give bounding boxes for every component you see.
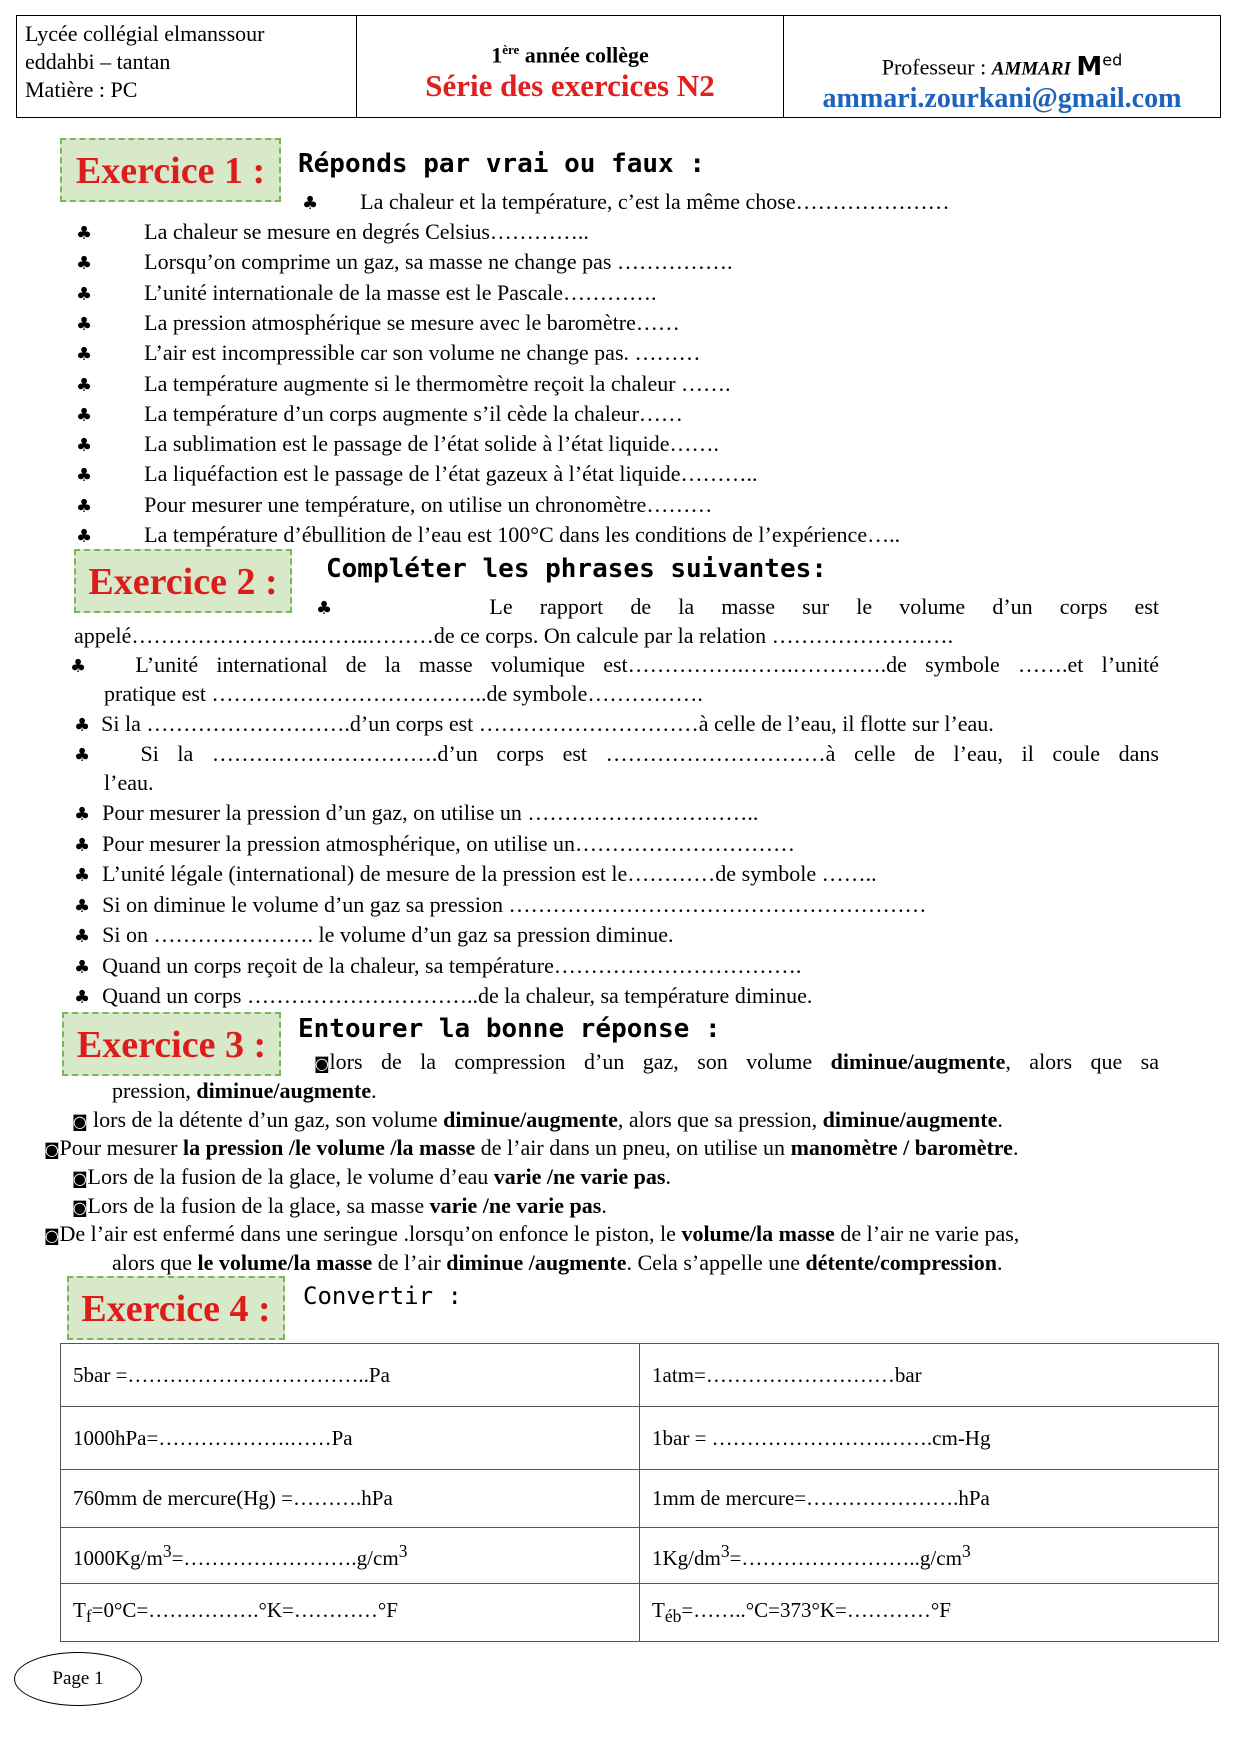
list-item: ◙Pour mesurer la pression /le volume /la masse de l’air dans un pneu, on utilise un manomètre / baromètre. (44, 1135, 1019, 1160)
table-row (61, 1344, 1219, 1407)
list-item: ♣ La chaleur se mesure en degrés Celsius………….. (76, 219, 589, 244)
club-icon: ♣ (70, 656, 99, 677)
club-icon: ♣ (316, 598, 354, 619)
club-icon: ♣ (76, 253, 93, 275)
list-item: ◙De l’air est enfermé dans une seringue .lorsqu’on enfonce le piston, le volume/la masse de l’air ne varie pas, (44, 1221, 1020, 1246)
list-item: ♣ Quand un corps …………………………..de la chaleur, sa température diminue. (74, 983, 813, 1008)
list-item: ♣ Pour mesurer une température, on utilise un chronomètre……… (76, 491, 713, 517)
teacher-name: Professeur : AMMARI $M^{ed}$ (881, 50, 1123, 82)
list-item: ♣ La température d’un corps augmente s’il cède la chaleur…… (76, 400, 683, 426)
school-city: eddahbi – tantan (25, 49, 171, 74)
club-icon: ♣ (302, 193, 319, 214)
list-item: ◙lors de la compression d’un gaz, son volume diminue/augmente, alors que sa (314, 1049, 1159, 1074)
list-item: ♣ L’unité internationale de la masse est le Pascale…………. (76, 279, 657, 305)
list-item: ♣ Lorsqu’on comprime un gaz, sa masse ne change pas ……………. (76, 249, 733, 275)
table-cell: $T_f=0^\circ C=\dots\dots\dots\dots\dots.^\circ K=\dots\dots\dots\dots^\circ F$ (61, 1584, 640, 1642)
exercise-4-instruction: Convertir : (303, 1282, 462, 1310)
table-cell: 1bar = …………………….…….cm-Hg (640, 1407, 1219, 1470)
table-row (61, 1407, 1219, 1470)
level: 1ère année collège (491, 42, 649, 68)
list-item-cont: pratique est ………………………………..de symbole……………. (104, 681, 703, 706)
list-item-cont: pression, diminue/augmente. (112, 1078, 377, 1103)
list-item: ♣ L’unité international de la masse volumique est…………….…….………….de symbole …….et l’unité (70, 652, 1160, 677)
list-item: ◙ lors de la détente d’un gaz, son volume diminue/augmente, alors que sa pression, diminue/augmente. (72, 1107, 1003, 1132)
club-icon: ♣ (76, 465, 93, 487)
square-bullet-icon: ◙ (314, 1054, 330, 1073)
club-icon: ♣ (76, 313, 93, 335)
table-cell: 1000hPa=……………….……Pa (61, 1407, 640, 1470)
list-item: ♣ La liquéfaction est le passage de l’état gazeux à l’état liquide……….. (76, 461, 758, 487)
list-item: ◙Lors de la fusion de la glace, sa masse varie /ne varie pas. (72, 1193, 607, 1218)
club-icon: ♣ (74, 926, 91, 947)
exercise-2-instruction: Compléter les phrases suivantes: (326, 554, 827, 584)
club-icon: ♣ (76, 495, 93, 517)
school-info (17, 16, 357, 117)
table-row (61, 1584, 1219, 1642)
club-icon: ♣ (76, 435, 93, 457)
list-item: ♣ Si on diminue le volume d’un gaz sa pression ………………………………………………… (74, 891, 927, 917)
square-bullet-icon: ◙ (44, 1140, 60, 1159)
list-item: ♣ La température augmente si le thermomètre reçoit la chaleur ……. (76, 370, 731, 396)
club-icon: ♣ (74, 834, 91, 856)
list-item: ♣ Si on …………………. le volume d’un gaz sa pression diminue. (74, 922, 674, 947)
club-icon: ♣ (74, 987, 91, 1008)
header-table (16, 15, 1221, 118)
table-cell: $1Kg/dm^3=\dots\dots\dots\dots\dots\dots\dots\dots..g/cm^3$ (640, 1528, 1219, 1584)
list-item-cont: alors que le volume/la masse de l’air diminue /augmente. Cela s’appelle une détente/compression. (112, 1250, 1003, 1275)
exercise-4-label: Exercice 4 : (67, 1276, 285, 1340)
exercise-3-instruction: Entourer la bonne réponse : (298, 1014, 721, 1044)
exercise-1-label: Exercice 1 : (60, 138, 281, 202)
table-row (61, 1528, 1219, 1584)
page-number: Page 1 (14, 1652, 142, 1706)
list-item: ♣ Si la ………………………….d’un corps est …………………………à celle de l’eau, il coule dans (74, 741, 1159, 766)
square-bullet-icon: ◙ (72, 1198, 88, 1217)
square-bullet-icon: ◙ (72, 1112, 88, 1131)
club-icon: ♣ (74, 865, 91, 886)
club-icon: ♣ (76, 283, 93, 305)
club-icon: ♣ (74, 745, 104, 766)
club-icon: ♣ (76, 223, 93, 244)
list-item: ♣ L’unité légale (international) de mesure de la pression est le…………de symbole …….. (74, 861, 877, 886)
club-icon: ♣ (74, 804, 91, 825)
square-bullet-icon: ◙ (72, 1169, 88, 1188)
list-item: ◙Lors de la fusion de la glace, le volume d’eau varie /ne varie pas. (72, 1164, 671, 1189)
table-cell: 1mm de mercure=………………….hPa (640, 1470, 1219, 1528)
exercise-1-instruction: Réponds par vrai ou faux : (298, 149, 705, 179)
series-title: Série des exercices N2 (425, 68, 715, 104)
club-icon: ♣ (74, 895, 91, 917)
list-item: ♣ Si la ……………………….d’un corps est …………………………à celle de l’eau, il flotte sur l’eau. (74, 711, 994, 736)
table-row (61, 1470, 1219, 1528)
table-cell: 5bar =……………………………..Pa (61, 1344, 640, 1407)
list-item: ♣ Pour mesurer la pression d’un gaz, on utilise un ………………………….. (74, 800, 759, 825)
club-icon: ♣ (76, 404, 93, 426)
table-cell: 760mm de mercure(Hg) =……….hPa (61, 1470, 640, 1528)
list-item: ♣ L’air est incompressible car son volume ne change pas. ……… (76, 340, 701, 366)
table-cell: $1000Kg/m^3=\dots\dots\dots\dots\dots\dots\dots\dots.g/cm^3$ (61, 1528, 640, 1584)
club-icon: ♣ (74, 956, 91, 978)
table-cell: $T_{éb}=\dots\dots..^\circ C=373^\circ K=\dots\dots\dots\dots^\circ F$ (640, 1584, 1219, 1642)
list-item: ♣ La pression atmosphérique se mesure avec le baromètre…… (76, 309, 680, 335)
club-icon: ♣ (76, 374, 93, 396)
list-item: ♣ Le rapport de la masse sur le volume d’un corps est (316, 594, 1159, 619)
title-cell (357, 16, 784, 117)
list-item: ♣ Quand un corps reçoit de la chaleur, sa température……………………………. (74, 952, 802, 978)
club-icon: ♣ (74, 715, 91, 736)
list-item-cont: appelé…………………….……..………de ce corps. On calcule par la relation ……………………. (74, 623, 954, 648)
school-name: Lycée collégial elmanssour (25, 21, 265, 46)
teacher-cell (784, 16, 1220, 117)
subject: Matière : PC (25, 77, 138, 102)
exercise-2-label: Exercice 2 : (74, 549, 292, 613)
club-icon: ♣ (76, 344, 93, 366)
list-item: ♣ La température d’ébullition de l’eau est 100°C dans les conditions de l’expérience….. (76, 522, 901, 547)
list-item: ♣ La chaleur et la température, c’est la même chose………………… (302, 189, 950, 214)
teacher-email: ammari.zourkani@gmail.com (822, 82, 1182, 114)
list-item: ♣ La sublimation est le passage de l’état solide à l’état liquide……. (76, 431, 720, 457)
conversion-table (60, 1343, 1219, 1642)
table-cell: 1atm=………………………bar (640, 1344, 1219, 1407)
exercise-3-label: Exercice 3 : (62, 1012, 281, 1076)
club-icon: ♣ (76, 526, 93, 547)
list-item-cont: l’eau. (104, 770, 154, 795)
list-item: ♣ Pour mesurer la pression atmosphérique, on utilise un………………………… (74, 830, 796, 856)
square-bullet-icon: ◙ (44, 1226, 60, 1245)
